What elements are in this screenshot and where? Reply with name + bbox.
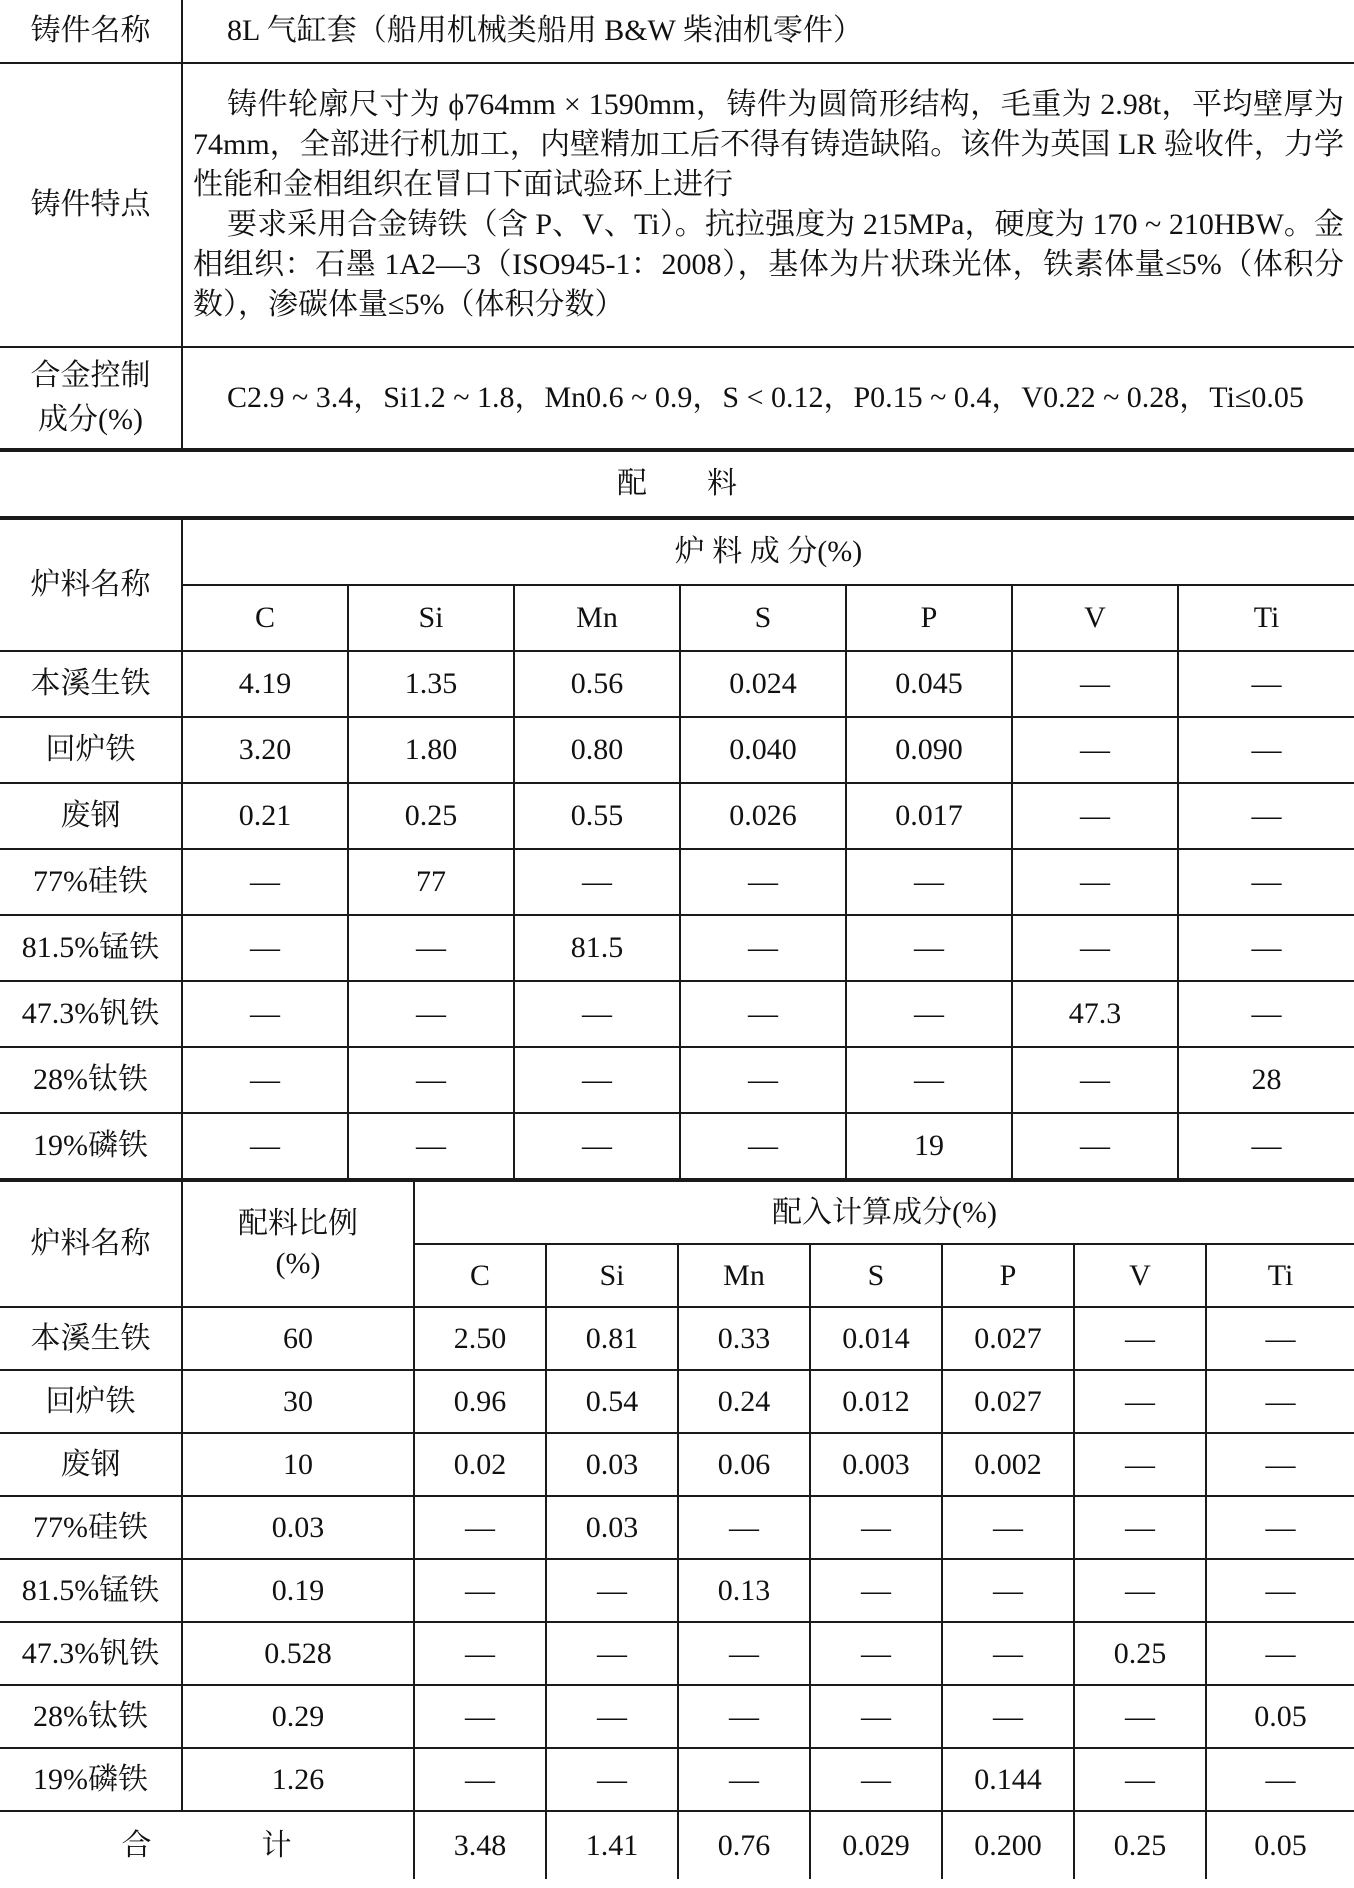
charge-cell: 0.25: [348, 783, 514, 849]
charge-element-header: P: [846, 585, 1012, 651]
calc-total-row: [0, 1811, 1354, 1879]
charge-composition-table: [0, 518, 1354, 1180]
charge-material-name: 77%硅铁: [0, 849, 182, 915]
calc-row: [0, 1748, 1354, 1811]
total-value-c: 3.48: [414, 1811, 546, 1879]
calc-cell: —: [678, 1622, 810, 1685]
calc-element-header: C: [414, 1244, 546, 1307]
calc-cell: —: [1074, 1559, 1206, 1622]
calc-cell: —: [1206, 1433, 1354, 1496]
calc-cell: —: [414, 1559, 546, 1622]
calc-cell: 0.03: [546, 1433, 678, 1496]
charge-element-header: V: [1012, 585, 1178, 651]
calc-material-name: 47.3%钒铁: [0, 1622, 182, 1685]
charge-cell: —: [514, 981, 680, 1047]
alloy-control-label-line-2: 成分(%): [38, 403, 143, 436]
charge-cell: —: [348, 1113, 514, 1179]
charge-cell: —: [514, 1113, 680, 1179]
charge-material-name: 回炉铁: [0, 717, 182, 783]
calc-cell: —: [678, 1496, 810, 1559]
calc-material-name: 废钢: [0, 1433, 182, 1496]
calc-composition-header: 配入计算成分(%): [414, 1181, 1354, 1244]
calc-cell: 0.027: [942, 1370, 1074, 1433]
charge-cell: —: [1178, 1113, 1354, 1179]
calc-row: [0, 1685, 1354, 1748]
casting-features-value: [182, 63, 1354, 347]
casting-features-row: [0, 63, 1354, 347]
calc-cell: —: [546, 1559, 678, 1622]
calc-cell: —: [546, 1622, 678, 1685]
charge-material-name: 废钢: [0, 783, 182, 849]
total-value-v: 0.25: [1074, 1811, 1206, 1879]
calc-material-name: 19%磷铁: [0, 1748, 182, 1811]
calc-material-name: 77%硅铁: [0, 1496, 182, 1559]
charge-cell: —: [680, 1047, 846, 1113]
section-title-char-1: 配: [617, 467, 647, 500]
calc-cell: —: [810, 1622, 942, 1685]
charge-cell: 0.80: [514, 717, 680, 783]
calc-cell: —: [414, 1748, 546, 1811]
calc-element-header: S: [810, 1244, 942, 1307]
section-title: [0, 451, 1354, 517]
charge-material-name: 81.5%锰铁: [0, 915, 182, 981]
casting-info-table: [0, 0, 1354, 450]
calc-cell: —: [1074, 1496, 1206, 1559]
charge-cell: —: [182, 849, 348, 915]
calc-material-name: 81.5%锰铁: [0, 1559, 182, 1622]
charge-cell: 1.35: [348, 651, 514, 717]
calc-ratio: 60: [182, 1307, 414, 1370]
calc-cell: 0.027: [942, 1307, 1074, 1370]
charge-cell: 47.3: [1012, 981, 1178, 1047]
charge-row: [0, 981, 1354, 1047]
calc-header-row: [0, 1181, 1354, 1244]
charge-cell: —: [1178, 651, 1354, 717]
calc-element-header: P: [942, 1244, 1074, 1307]
charge-cell: —: [680, 981, 846, 1047]
total-label: [0, 1811, 414, 1879]
calc-cell: 0.25: [1074, 1622, 1206, 1685]
charge-cell: —: [846, 981, 1012, 1047]
calc-ratio: 0.03: [182, 1496, 414, 1559]
charge-composition-header: 炉 料 成 分(%): [182, 519, 1354, 585]
calc-cell: —: [1074, 1433, 1206, 1496]
calc-cell: —: [414, 1622, 546, 1685]
calc-body: [0, 1307, 1354, 1811]
charge-cell: —: [1012, 651, 1178, 717]
charge-element-header: Mn: [514, 585, 680, 651]
casting-features-paragraph-2: 要求采用合金铸铁（含 P、V、Ti）。抗拉强度为 215MPa，硬度为 170 ~ 210HBW。金相组织：石墨 1A2—3（ISO945-1：2008），基体为片状珠光体，铁素体量≤5%（体积分数），渗碳体量≤5%（体积分数）: [193, 208, 1344, 321]
calc-element-header: Mn: [678, 1244, 810, 1307]
charge-row: [0, 915, 1354, 981]
charge-element-header: Ti: [1178, 585, 1354, 651]
calc-cell: 0.014: [810, 1307, 942, 1370]
calc-cell: —: [810, 1496, 942, 1559]
charge-cell: —: [1012, 849, 1178, 915]
calc-ratio-header-line-1: 配料比例: [238, 1207, 358, 1240]
calc-cell: 0.81: [546, 1307, 678, 1370]
charge-cell: 4.19: [182, 651, 348, 717]
calc-cell: 2.50: [414, 1307, 546, 1370]
total-value-ti: 0.05: [1206, 1811, 1354, 1879]
charge-element-header-row: [0, 585, 1354, 651]
charge-cell: 28: [1178, 1047, 1354, 1113]
charge-cell: —: [182, 981, 348, 1047]
charge-cell: 0.045: [846, 651, 1012, 717]
charge-cell: 0.55: [514, 783, 680, 849]
charge-cell: 77: [348, 849, 514, 915]
charge-cell: —: [1012, 1047, 1178, 1113]
charge-header-row: [0, 519, 1354, 585]
calc-cell: —: [1206, 1559, 1354, 1622]
casting-features-paragraph-1: 铸件轮廓尺寸为 ϕ764mm × 1590mm，铸件为圆筒形结构，毛重为 2.98t，平均壁厚为 74mm，全部进行机加工，内壁精加工后不得有铸造缺陷。该件为英国 LR 验收件，力学性能和金相组织在冒口下面试验环上进行: [193, 88, 1344, 201]
casting-features-label: 铸件特点: [0, 63, 182, 347]
calc-cell: 0.003: [810, 1433, 942, 1496]
charge-cell: —: [182, 1113, 348, 1179]
calc-row: [0, 1622, 1354, 1685]
calc-cell: —: [810, 1559, 942, 1622]
charge-row: [0, 783, 1354, 849]
charge-name-header: 炉料名称: [0, 519, 182, 651]
charge-cell: 0.040: [680, 717, 846, 783]
total-label-char-1: 合: [121, 1828, 152, 1862]
calc-cell: 0.144: [942, 1748, 1074, 1811]
casting-name-row: [0, 0, 1354, 63]
calc-cell: 0.06: [678, 1433, 810, 1496]
calc-cell: —: [1206, 1748, 1354, 1811]
calc-row: [0, 1559, 1354, 1622]
calc-row: [0, 1307, 1354, 1370]
section-banner: [0, 450, 1354, 518]
alloy-control-label-line-1: 合金控制: [30, 359, 151, 392]
calc-row: [0, 1433, 1354, 1496]
charge-cell: 81.5: [514, 915, 680, 981]
charge-cell: —: [514, 849, 680, 915]
alloy-control-value: [182, 347, 1354, 449]
charge-cell: —: [1012, 1113, 1178, 1179]
charge-element-header: C: [182, 585, 348, 651]
casting-name-label: 铸件名称: [0, 0, 182, 63]
total-value-s: 0.029: [810, 1811, 942, 1879]
charge-cell: —: [846, 849, 1012, 915]
charge-row: [0, 717, 1354, 783]
charge-row: [0, 1113, 1354, 1179]
total-value-mn: 0.76: [678, 1811, 810, 1879]
calc-cell: 0.54: [546, 1370, 678, 1433]
calc-ratio-header-line-2: (%): [275, 1247, 321, 1280]
calc-cell: 0.012: [810, 1370, 942, 1433]
charge-cell: —: [1012, 717, 1178, 783]
charge-cell: 0.090: [846, 717, 1012, 783]
charge-element-header: Si: [348, 585, 514, 651]
charge-material-name: 本溪生铁: [0, 651, 182, 717]
calc-ratio: 10: [182, 1433, 414, 1496]
total-label-char-2: 计: [261, 1828, 292, 1862]
charge-cell: 1.80: [348, 717, 514, 783]
charge-material-name: 28%钛铁: [0, 1047, 182, 1113]
calc-cell: —: [1074, 1370, 1206, 1433]
charge-cell: —: [182, 915, 348, 981]
calc-cell: —: [1206, 1496, 1354, 1559]
calc-cell: 0.002: [942, 1433, 1074, 1496]
charge-cell: —: [348, 1047, 514, 1113]
calc-row: [0, 1496, 1354, 1559]
calc-material-name: 回炉铁: [0, 1370, 182, 1433]
calc-material-name: 本溪生铁: [0, 1307, 182, 1370]
charge-cell: —: [1178, 783, 1354, 849]
charge-cell: —: [182, 1047, 348, 1113]
charge-cell: —: [846, 915, 1012, 981]
calc-ratio: 1.26: [182, 1748, 414, 1811]
charge-cell: —: [348, 981, 514, 1047]
calc-cell: 0.33: [678, 1307, 810, 1370]
charge-cell: —: [846, 1047, 1012, 1113]
charge-cell: 0.026: [680, 783, 846, 849]
calc-cell: —: [546, 1685, 678, 1748]
calc-element-header: Ti: [1206, 1244, 1354, 1307]
calc-cell: —: [678, 1748, 810, 1811]
calc-material-name: 28%钛铁: [0, 1685, 182, 1748]
calc-cell: —: [810, 1685, 942, 1748]
calc-ratio-header: [182, 1181, 414, 1307]
calc-cell: —: [942, 1685, 1074, 1748]
calc-cell: —: [414, 1496, 546, 1559]
charge-element-header: S: [680, 585, 846, 651]
charge-cell: —: [680, 915, 846, 981]
charge-row: [0, 849, 1354, 915]
calc-element-header: V: [1074, 1244, 1206, 1307]
calc-ratio: 0.29: [182, 1685, 414, 1748]
calc-element-header: Si: [546, 1244, 678, 1307]
charge-cell: —: [1178, 981, 1354, 1047]
section-title-char-2: 料: [707, 467, 737, 500]
alloy-control-label: [0, 347, 182, 449]
casting-name-value: [182, 0, 1354, 63]
charge-cell: 0.56: [514, 651, 680, 717]
alloy-control-row: [0, 347, 1354, 449]
calc-cell: —: [1206, 1622, 1354, 1685]
charge-cell: —: [1178, 849, 1354, 915]
calc-cell: —: [810, 1748, 942, 1811]
calc-cell: 0.24: [678, 1370, 810, 1433]
charge-cell: —: [680, 1113, 846, 1179]
charge-cell: —: [1178, 717, 1354, 783]
calc-cell: 0.96: [414, 1370, 546, 1433]
charge-material-name: 19%磷铁: [0, 1113, 182, 1179]
calc-cell: 0.13: [678, 1559, 810, 1622]
calc-ratio: 0.528: [182, 1622, 414, 1685]
calc-cell: —: [942, 1559, 1074, 1622]
calc-cell: —: [1074, 1748, 1206, 1811]
calc-cell: —: [414, 1685, 546, 1748]
calc-row: [0, 1370, 1354, 1433]
casting-name-text: 8L 气缸套（船用机械类船用 B&W 柴油机零件）: [227, 14, 863, 47]
calc-name-header: 炉料名称: [0, 1181, 182, 1307]
calc-ratio: 0.19: [182, 1559, 414, 1622]
calc-cell: —: [1074, 1685, 1206, 1748]
charge-row: [0, 651, 1354, 717]
calc-cell: —: [678, 1685, 810, 1748]
calculated-composition-table: [0, 1180, 1354, 1879]
charge-material-name: 47.3%钒铁: [0, 981, 182, 1047]
charge-row: [0, 1047, 1354, 1113]
calc-cell: —: [546, 1748, 678, 1811]
total-value-p: 0.200: [942, 1811, 1074, 1879]
alloy-control-text: C2.9 ~ 3.4，Si1.2 ~ 1.8，Mn0.6 ~ 0.9，S < 0.12，P0.15 ~ 0.4，V0.22 ~ 0.28，Ti≤0.05: [227, 381, 1304, 414]
charge-cell: —: [1012, 783, 1178, 849]
charge-cell: —: [680, 849, 846, 915]
charge-cell: —: [514, 1047, 680, 1113]
total-value-si: 1.41: [546, 1811, 678, 1879]
charge-cell: 19: [846, 1113, 1012, 1179]
charge-cell: 3.20: [182, 717, 348, 783]
charge-cell: 0.024: [680, 651, 846, 717]
calc-cell: 0.05: [1206, 1685, 1354, 1748]
charge-cell: 0.21: [182, 783, 348, 849]
calc-cell: —: [1074, 1307, 1206, 1370]
charge-body: [0, 651, 1354, 1179]
calc-cell: —: [942, 1622, 1074, 1685]
calc-cell: 0.02: [414, 1433, 546, 1496]
calc-cell: —: [1206, 1307, 1354, 1370]
charge-cell: —: [1012, 915, 1178, 981]
charge-cell: 0.017: [846, 783, 1012, 849]
calc-cell: 0.03: [546, 1496, 678, 1559]
calc-cell: —: [1206, 1370, 1354, 1433]
calc-ratio: 30: [182, 1370, 414, 1433]
charge-cell: —: [1178, 915, 1354, 981]
charge-cell: —: [348, 915, 514, 981]
calc-cell: —: [942, 1496, 1074, 1559]
